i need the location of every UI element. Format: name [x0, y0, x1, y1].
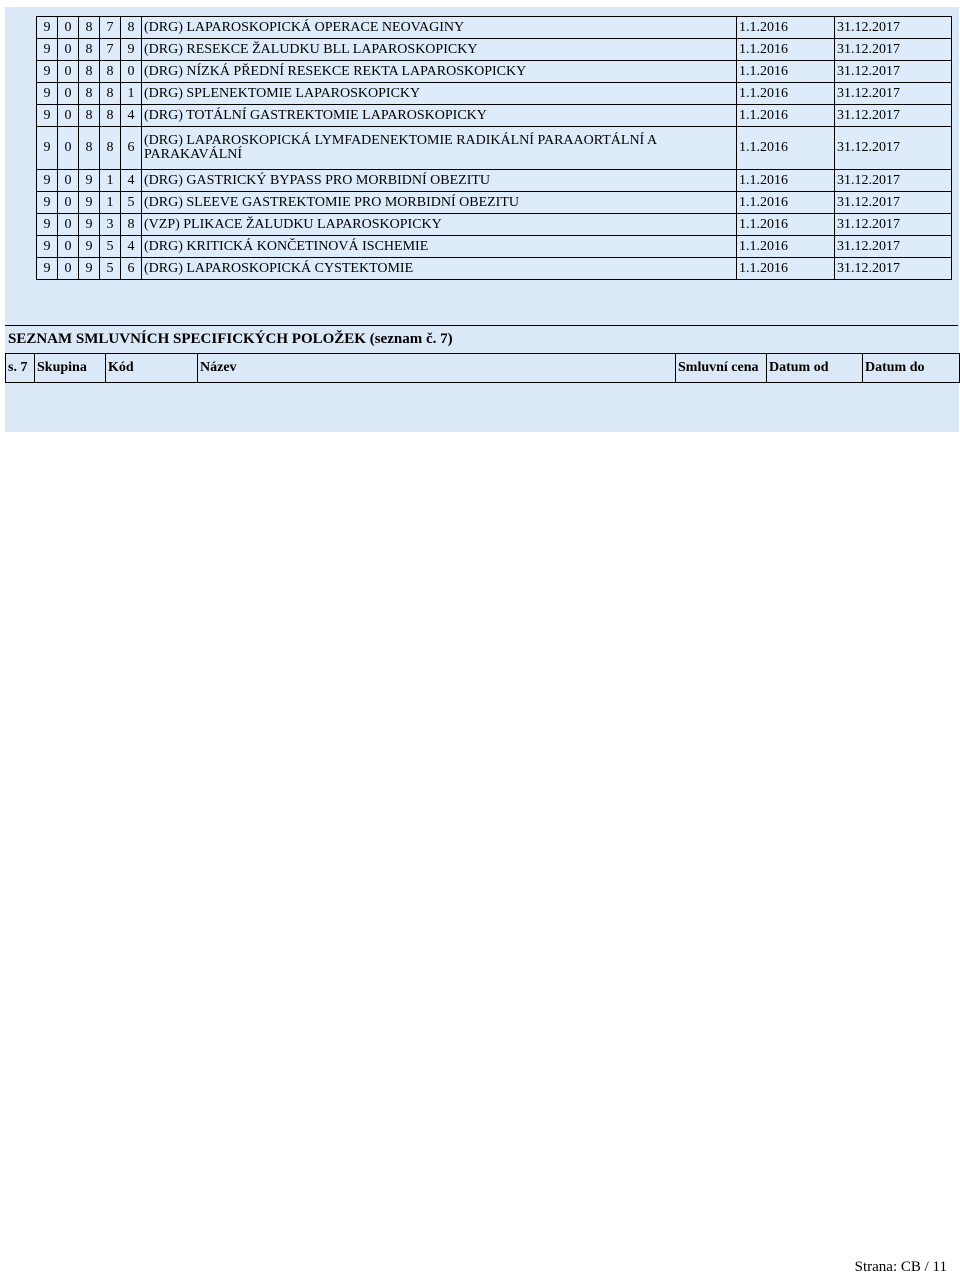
code-digit: 8: [121, 214, 142, 236]
date-from: 1.1.2016: [737, 170, 835, 192]
procedure-name: (DRG) SLEEVE GASTREKTOMIE PRO MORBIDNÍ OBEZITU: [142, 192, 737, 214]
code-digit: 0: [58, 192, 79, 214]
procedure-name: (VZP) PLIKACE ŽALUDKU LAPAROSKOPICKY: [142, 214, 737, 236]
code-digit: 7: [100, 17, 121, 39]
col-header-datum-do: Datum do: [863, 354, 960, 383]
procedure-name: (DRG) NÍZKÁ PŘEDNÍ RESEKCE REKTA LAPAROSKOPICKY: [142, 61, 737, 83]
code-digit: 9: [37, 214, 58, 236]
code-digit: 9: [37, 39, 58, 61]
date-from: 1.1.2016: [737, 17, 835, 39]
code-digit: 6: [121, 258, 142, 280]
code-digit: 5: [100, 258, 121, 280]
code-digit: 0: [58, 258, 79, 280]
date-from: 1.1.2016: [737, 236, 835, 258]
code-digit: 8: [79, 105, 100, 127]
code-digit: 1: [100, 192, 121, 214]
table-row: [37, 192, 952, 214]
code-digit: 9: [37, 61, 58, 83]
col-header-nazev: Název: [198, 354, 676, 383]
code-digit: 9: [37, 83, 58, 105]
code-digit: 9: [37, 236, 58, 258]
col-header-skupina: Skupina: [35, 354, 106, 383]
table-row: [37, 17, 952, 39]
code-digit: 8: [100, 127, 121, 170]
table-row: [37, 236, 952, 258]
date-from: 1.1.2016: [737, 39, 835, 61]
code-digit: 9: [79, 214, 100, 236]
code-digit: 4: [121, 236, 142, 258]
code-digit: 6: [121, 127, 142, 170]
procedure-name: (DRG) GASTRICKÝ BYPASS PRO MORBIDNÍ OBEZITU: [142, 170, 737, 192]
date-to: 31.12.2017: [835, 192, 952, 214]
code-digit: 1: [121, 83, 142, 105]
date-to: 31.12.2017: [835, 105, 952, 127]
code-digit: 0: [58, 214, 79, 236]
code-digit: 9: [79, 170, 100, 192]
code-digit: 9: [37, 105, 58, 127]
table-row: [37, 214, 952, 236]
date-from: 1.1.2016: [737, 61, 835, 83]
code-digit: 9: [79, 236, 100, 258]
date-from: 1.1.2016: [737, 258, 835, 280]
code-digit: 5: [121, 192, 142, 214]
table-row: [37, 127, 952, 170]
code-digit: 9: [37, 170, 58, 192]
code-digit: 9: [121, 39, 142, 61]
date-to: 31.12.2017: [835, 170, 952, 192]
code-digit: 4: [121, 105, 142, 127]
date-from: 1.1.2016: [737, 83, 835, 105]
code-digit: 9: [37, 17, 58, 39]
date-to: 31.12.2017: [835, 214, 952, 236]
code-digit: 8: [79, 39, 100, 61]
code-digit: 9: [37, 192, 58, 214]
date-to: 31.12.2017: [835, 83, 952, 105]
code-digit: 4: [121, 170, 142, 192]
date-to: 31.12.2017: [835, 61, 952, 83]
date-to: 31.12.2017: [835, 17, 952, 39]
code-digit: 5: [100, 236, 121, 258]
code-digit: 8: [100, 61, 121, 83]
code-digit: 9: [79, 192, 100, 214]
code-digit: 9: [79, 258, 100, 280]
code-digit: 3: [100, 214, 121, 236]
procedure-name: (DRG) TOTÁLNÍ GASTREKTOMIE LAPAROSKOPICKY: [142, 105, 737, 127]
list-7-header-table: [5, 353, 960, 383]
code-digit: 8: [79, 83, 100, 105]
code-digit: 0: [58, 170, 79, 192]
code-digit: 0: [58, 83, 79, 105]
code-digit: 0: [58, 105, 79, 127]
date-to: 31.12.2017: [835, 236, 952, 258]
procedure-name: (DRG) LAPAROSKOPICKÁ CYSTEKTOMIE: [142, 258, 737, 280]
date-to: 31.12.2017: [835, 39, 952, 61]
code-digit: 8: [121, 17, 142, 39]
date-from: 1.1.2016: [737, 192, 835, 214]
code-digit: 9: [37, 127, 58, 170]
code-digit: 1: [100, 170, 121, 192]
code-digit: 0: [121, 61, 142, 83]
col-header-s7: s. 7: [6, 354, 35, 383]
date-from: 1.1.2016: [737, 105, 835, 127]
table-row: [37, 61, 952, 83]
date-from: 1.1.2016: [737, 214, 835, 236]
code-digit: 0: [58, 39, 79, 61]
list-7-header-row: [6, 354, 960, 383]
code-digit: 8: [79, 127, 100, 170]
table-row: [37, 258, 952, 280]
col-header-kod: Kód: [106, 354, 198, 383]
col-header-smluvni-cena: Smluvní cena: [676, 354, 767, 383]
procedure-name: (DRG) RESEKCE ŽALUDKU BLL LAPAROSKOPICKY: [142, 39, 737, 61]
code-digit: 0: [58, 236, 79, 258]
procedure-name: (DRG) SPLENEKTOMIE LAPAROSKOPICKY: [142, 83, 737, 105]
code-digit: 0: [58, 127, 79, 170]
date-from: 1.1.2016: [737, 127, 835, 170]
table-row: [37, 39, 952, 61]
code-digit: 0: [58, 17, 79, 39]
procedure-table: [36, 16, 952, 280]
code-digit: 9: [37, 258, 58, 280]
code-digit: 8: [100, 83, 121, 105]
table-row: [37, 170, 952, 192]
table-row: [37, 105, 952, 127]
code-digit: 7: [100, 39, 121, 61]
table-row: [37, 83, 952, 105]
code-digit: 8: [79, 61, 100, 83]
page-number: Strana: CB / 11: [854, 1259, 947, 1275]
code-digit: 0: [58, 61, 79, 83]
procedure-name: (DRG) LAPAROSKOPICKÁ LYMFADENEKTOMIE RADIKÁLNÍ PARAAORTÁLNÍ A PARAKAVÁLNÍ: [142, 127, 737, 170]
code-digit: 8: [100, 105, 121, 127]
procedure-name: (DRG) KRITICKÁ KONČETINOVÁ ISCHEMIE: [142, 236, 737, 258]
col-header-datum-od: Datum od: [767, 354, 863, 383]
list-7-title: SEZNAM SMLUVNÍCH SPECIFICKÝCH POLOŽEK (seznam č. 7): [5, 325, 958, 353]
date-to: 31.12.2017: [835, 258, 952, 280]
code-digit: 8: [79, 17, 100, 39]
date-to: 31.12.2017: [835, 127, 952, 170]
procedure-name: (DRG) LAPAROSKOPICKÁ OPERACE NEOVAGINY: [142, 17, 737, 39]
